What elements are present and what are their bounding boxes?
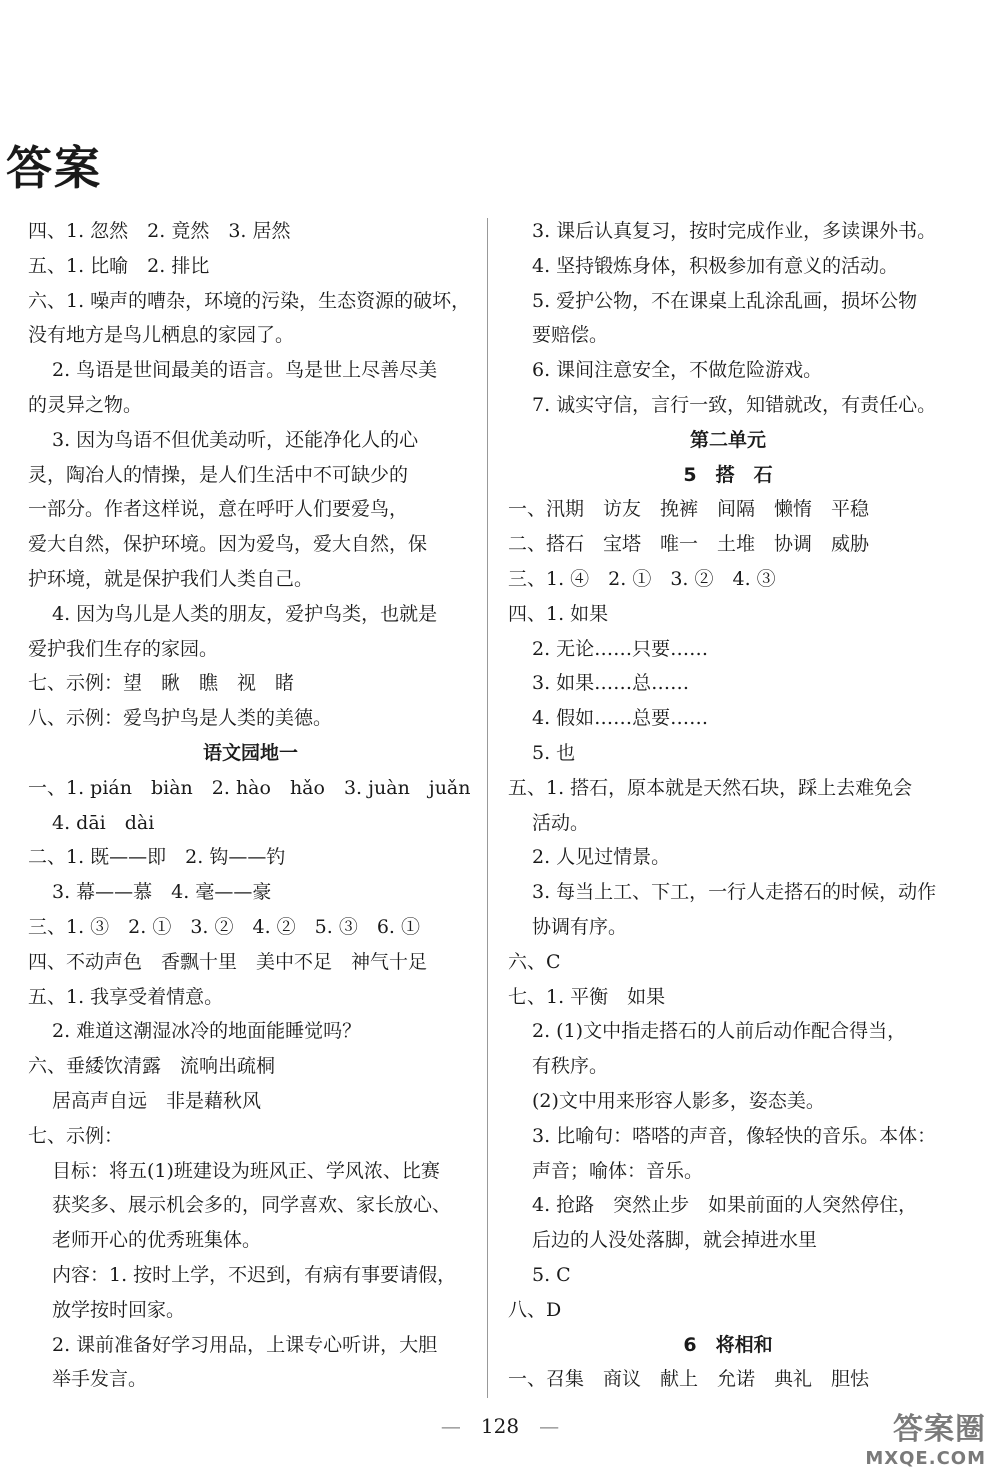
answer-line: 目标：将五(1)班建设为班风正、学风浓、比赛	[52, 1159, 440, 1182]
answer-line: 2. 鸟语是世间最美的语言。鸟是世上尽善尽美	[52, 359, 438, 382]
answer-line: 六、1. 噪声的嘈杂，环境的污染，生态资源的破坏，	[28, 289, 471, 312]
answer-line: 四、1. 如果	[508, 602, 609, 625]
answer-line: 3. 因为鸟语不但优美动听，还能净化人的心	[52, 428, 419, 451]
answer-line: 一部分。作者这样说，意在呼吁人们要爱鸟，	[28, 498, 409, 521]
answer-line: 护环境，就是保护我们人类自己。	[28, 567, 314, 590]
section-heading: 语文园地一	[202, 741, 298, 764]
answer-line: 3. 比喻句：嗒嗒的声音，像轻快的音乐。本体：	[532, 1124, 937, 1147]
answer-line: 七、示例：望 瞅 瞧 视 睹	[28, 672, 295, 695]
answer-line: 六、垂緌饮清露 流响出疏桐	[28, 1055, 276, 1078]
page-title: 答案	[6, 141, 102, 195]
answer-line: 七、示例：	[28, 1124, 124, 1147]
answer-line: 5. C	[532, 1263, 571, 1286]
answer-line: 6. 课间注意安全，不做危险游戏。	[532, 359, 823, 382]
answer-line: 要赔偿。	[532, 324, 609, 347]
answer-line: 八、D	[508, 1298, 562, 1321]
answer-line: 一、1. pián biàn 2. hào hǎo 3. juàn juǎn	[28, 776, 471, 799]
answer-line: 四、1. 忽然 2. 竟然 3. 居然	[28, 220, 291, 242]
answer-line: 协调有序。	[532, 915, 628, 938]
answer-line: 3. 每当上工、下工，一行人走搭石的时候，动作	[532, 881, 937, 904]
answer-line: 老师开心的优秀班集体。	[52, 1229, 262, 1252]
answer-line: 放学按时回家。	[52, 1298, 186, 1321]
answer-line: 没有地方是鸟儿栖息的家园了。	[28, 324, 295, 347]
answer-line: 3. 幕——慕 4. 毫——豪	[52, 881, 272, 904]
answer-line: 5. 也	[532, 741, 576, 764]
answer-line: 居高声自远 非是藉秋风	[52, 1089, 262, 1112]
column-divider	[487, 218, 488, 1398]
answer-line: 二、搭石 宝塔 唯一 土堆 协调 威胁	[508, 533, 870, 556]
section-heading: 6 将相和	[683, 1333, 773, 1356]
answer-line: 一、汛期 访友 挽裤 间隔 懒惰 平稳	[508, 498, 870, 521]
answer-line: 五、1. 我享受着情意。	[28, 985, 224, 1008]
answer-line: 5. 爱护公物，不在课桌上乱涂乱画，损坏公物	[532, 289, 918, 312]
watermark-cn: 答案圈	[893, 1412, 986, 1447]
watermark-logo	[865, 1404, 986, 1469]
answer-line: 七、1. 平衡 如果	[508, 985, 666, 1008]
answer-line: 活动。	[532, 811, 590, 834]
answer-line: 2. 无论……只要……	[532, 637, 709, 660]
answer-line: 举手发言。	[52, 1368, 148, 1391]
answer-line: 爱大自然，保护环境。因为爱鸟，爱大自然，保	[28, 533, 428, 556]
answer-line: 二、1. 既——即 2. 钩——钓	[28, 846, 286, 869]
answer-line: 五、1. 比喻 2. 排比	[28, 254, 210, 277]
page-number: — 128 —	[440, 1414, 560, 1438]
answer-line: 3. 如果……总……	[532, 672, 690, 695]
section-heading: 5 搭 石	[683, 463, 773, 486]
answer-line: 三、1. ③ 2. ① 3. ② 4. ② 5. ③ 6. ①	[28, 915, 421, 938]
answer-line: 2. (1)文中指走搭石的人前后动作配合得当，	[532, 1020, 907, 1043]
answer-line: 4. 因为鸟儿是人类的朋友，爱护鸟类，也就是	[52, 602, 438, 625]
answer-line: 的灵异之物。	[28, 393, 143, 416]
answer-line: 声音；喻体：音乐。	[532, 1159, 704, 1182]
answer-line: 四、不动声色 香飘十里 美中不足 神气十足	[28, 950, 428, 973]
answer-line: 一、召集 商议 献上 允诺 典礼 胆怯	[508, 1368, 870, 1391]
left-column	[28, 214, 473, 1397]
answer-line: 灵，陶冶人的情操，是人们生活中不可缺少的	[28, 463, 409, 486]
answer-line: 2. 难道这潮湿冰冷的地面能睡觉吗？	[52, 1020, 362, 1043]
answer-line: 3. 课后认真复习，按时完成作业，多读课外书。	[532, 220, 937, 242]
answer-line: 4. dāi dài	[52, 811, 155, 834]
answer-line: 内容：1. 按时上学，不迟到，有病有事要请假，	[52, 1263, 457, 1286]
answer-line: 爱护我们生存的家园。	[28, 637, 219, 660]
right-column	[508, 214, 948, 1397]
answer-line: 4. 坚持锻炼身体，积极参加有意义的活动。	[532, 254, 899, 277]
answer-line: 五、1. 搭石，原本就是天然石块，踩上去难免会	[508, 776, 913, 799]
answer-line: 2. 课前准备好学习用品，上课专心听讲，大胆	[52, 1333, 438, 1356]
answer-line: 后边的人没处落脚，就会掉进水里	[532, 1229, 818, 1252]
answer-line: (2)文中用来形容人影多，姿态美。	[532, 1089, 825, 1112]
answer-line: 六、C	[508, 950, 561, 973]
answer-line: 获奖多、展示机会多的，同学喜欢、家长放心、	[52, 1194, 452, 1217]
answer-line: 4. 抢路 突然止步 如果前面的人突然停住，	[532, 1194, 918, 1217]
answer-line: 7. 诚实守信，言行一致，知错就改，有责任心。	[532, 393, 937, 416]
answer-line: 有秩序。	[532, 1055, 609, 1078]
page-number-value: 128	[480, 1414, 520, 1438]
watermark-en: MXQE.COM	[865, 1448, 986, 1469]
section-heading: 第二单元	[689, 428, 766, 451]
answer-line: 2. 人见过情景。	[532, 846, 671, 869]
answer-line: 八、示例：爱鸟护鸟是人类的美德。	[28, 707, 333, 730]
answer-line: 4. 假如……总要……	[532, 707, 709, 730]
answer-line: 三、1. ④ 2. ① 3. ② 4. ③	[508, 567, 776, 590]
